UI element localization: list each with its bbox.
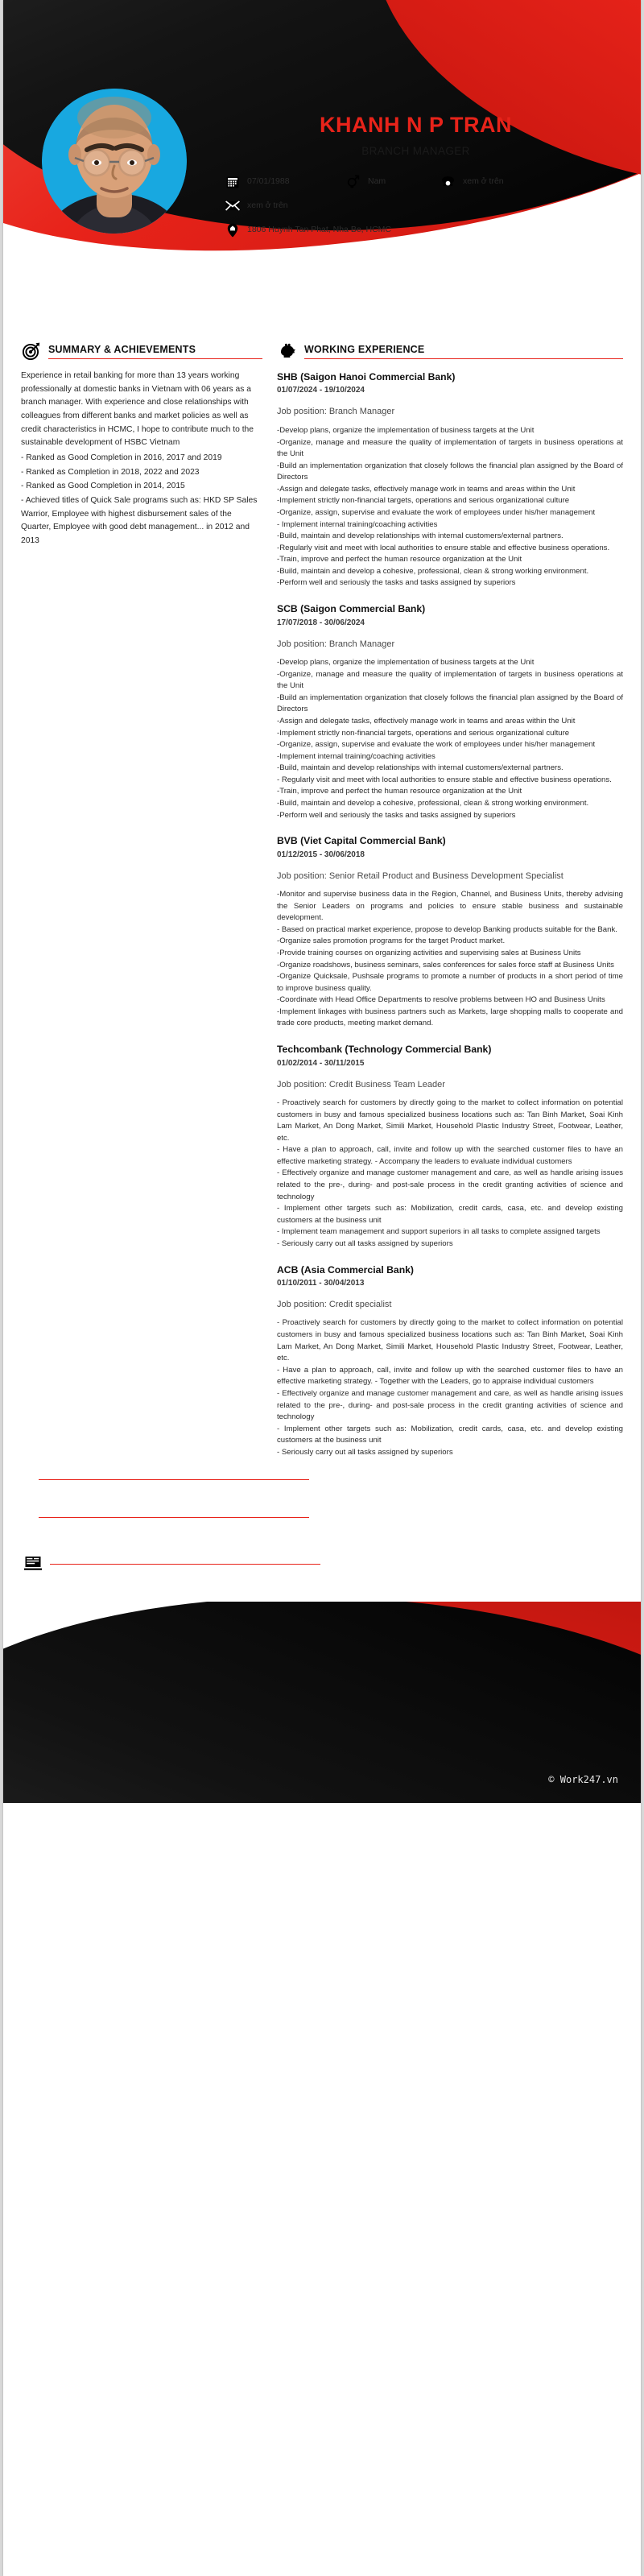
job-duty: - Proactively search for customers by directly going to the market to collect information on potential customers in busy and famous specialized business locations such as: Tan Binh Market, Soai Kinh Lam Market, An Dong Market, Simili Market, Household Plastic Industry Street, Footwear, Leather, etc. — [277, 1318, 623, 1363]
job-position: Job position: Branch Manager — [277, 407, 395, 417]
decorative-black-wave-bottom — [3, 1602, 641, 1803]
job-duties — [277, 425, 623, 589]
job-duties — [277, 1317, 623, 1458]
header-banner — [3, 0, 641, 342]
brain-head-icon — [277, 342, 298, 360]
job-company: SHB (Saigon Hanoi Commercial Bank) — [277, 371, 456, 382]
contact-birthday-value: 07/01/1988 — [247, 176, 290, 187]
job-duty: - Effectively organize and manage customer management and care, as well as handle arising issues related to the pre-, during- and post-sale process in the credit granting activities of science and technology — [277, 1388, 623, 1422]
summary-column — [21, 342, 277, 1458]
job-duty: -Implement strictly non-financial targets, operations and serious organizational culture — [277, 496, 570, 506]
summary-section-header — [21, 342, 262, 360]
job-title: BRANCH MANAGER — [361, 145, 470, 157]
certificate-icon — [21, 1555, 45, 1573]
job-duty: -Organize, assign, supervise and evaluate the work of employees under his/her management — [277, 508, 596, 518]
contact-email — [225, 198, 288, 213]
job-duty: - Seriously carry out all tasks assigned by superiors — [277, 1447, 453, 1457]
job-dates: 01/07/2024 - 19/10/2024 — [277, 386, 365, 395]
job-duty: -Organize, manage and measure the quality of implementation of targets in business operations at the Unit — [277, 669, 623, 691]
avatar — [42, 89, 187, 234]
job-duty: -Build, maintain and develop relationships with internal customers/external partners. — [277, 531, 564, 541]
job-duty: -Monitor and supervise business data in the Region, Channel, and Business Units, thereby advising the Senior Leaders on programs and policies to ensure stable business and sustainable development. — [277, 890, 623, 923]
resume-body — [3, 342, 641, 1458]
contact-address — [225, 222, 391, 238]
contact-gender — [345, 174, 440, 189]
blank-section-2 — [3, 1517, 641, 1518]
job-duty: -Organize, manage and measure the quality of implementation of targets in business operations at the Unit — [277, 437, 623, 459]
jobs-list — [277, 370, 623, 1458]
achievement-item: - Ranked as Completion in 2018, 2022 and 2023 — [21, 467, 200, 477]
blank-section-2-rule — [39, 1517, 309, 1518]
resume-page — [3, 0, 641, 2576]
job-duty: -Coordinate with Head Office Departments to resolve problems between HO and Business Units — [277, 995, 605, 1005]
job-duty: -Perform well and seriously the tasks and tasks assigned by superiors — [277, 578, 516, 588]
envelope-icon — [225, 198, 240, 213]
job-entry — [277, 602, 623, 821]
job-company: BVB (Viet Capital Commercial Bank) — [277, 835, 446, 847]
job-duties — [277, 889, 623, 1030]
contact-phone — [440, 174, 504, 189]
summary-section-title: SUMMARY & ACHIEVEMENTS — [48, 343, 196, 355]
blank-section-1-rule — [39, 1479, 309, 1480]
job-company: SCB (Saigon Commercial Bank) — [277, 603, 426, 615]
experience-column — [277, 342, 623, 1458]
job-duty: -Build an implementation organization that closely follows the financial plan assigned by the Board of Directors — [277, 693, 623, 714]
job-company: ACB (Asia Commercial Bank) — [277, 1263, 414, 1276]
job-duty: -Build, maintain and develop a cohesive, professional, clean & strong working environment. — [277, 566, 589, 576]
contact-gender-value: Nam — [368, 176, 386, 187]
job-duty: -Train, improve and perfect the human resource organization at the Unit — [277, 787, 522, 796]
job-duty: - Implement other targets such as: Mobilization, credit cards, casa, etc. and develop existing customers at the business unit — [277, 1424, 623, 1445]
job-duty: - Effectively organize and manage customer management and care, as well as handle arising issues related to the pre-, during- and post-sale process in the credit granting activities of science and technology — [277, 1168, 623, 1201]
job-duty: -Organize sales promotion programs for the target Product market. — [277, 937, 506, 946]
job-company: Techcombank (Technology Commercial Bank) — [277, 1044, 492, 1056]
gender-icon — [345, 174, 361, 189]
job-duty: -Organize Quicksale, Pushsale programs to promote a number of products in a short period of time to improve business quality. — [277, 972, 623, 993]
footer-banner — [3, 1602, 641, 1803]
job-duty: -Assign and delegate tasks, effectively manage work in teams and areas within the Unit — [277, 484, 576, 494]
job-duty: - Proactively search for customers by directly going to the market to collect information on potential customers in busy and famous specialized business locations such as: Tan Binh Market, Soai Kinh Lam Market, An Dong Market, Simili Market, Household Plastic Industry Street, Footwear, Leather, etc. — [277, 1098, 623, 1143]
job-duty: -Organize, assign, supervise and evaluate the work of employees under his/her management — [277, 740, 596, 750]
phone-icon — [440, 174, 456, 189]
job-entry — [277, 834, 623, 1030]
job-entry — [277, 1043, 623, 1250]
job-duty: -Implement strictly non-financial targets, operations and serious organizational culture — [277, 728, 570, 738]
full-name: KHANH N P TRAN — [319, 113, 512, 137]
job-duties — [277, 1098, 623, 1251]
job-duty: - Have a plan to approach, call, invite and follow up with the searched customer files to have an effective marketing strategy. - Together with the Leaders, go to appraise individual customers — [277, 1365, 623, 1387]
site-credit: © Work247.vn — [548, 1774, 618, 1786]
job-duty: - Based on practical market experience, propose to develop Banking products suitable for the Bank. — [277, 924, 617, 934]
summary-section-rule — [48, 358, 262, 359]
location-pin-icon — [225, 222, 240, 238]
summary-title-box — [42, 344, 262, 359]
contact-block — [208, 174, 623, 238]
job-dates: 01/02/2014 - 30/11/2015 — [277, 1058, 365, 1068]
achievements-list — [21, 452, 262, 548]
job-duty: -Develop plans, organize the implementation of business targets at the Unit — [277, 658, 535, 668]
achievement-item: - Ranked as Good Completion in 2016, 2017 and 2019 — [21, 453, 222, 463]
job-duty: - Seriously carry out all tasks assigned by superiors — [277, 1238, 453, 1248]
job-position: Job position: Branch Manager — [277, 639, 395, 649]
blank-section-3 — [3, 1555, 641, 1573]
job-duty: - Implement internal training/coaching activities — [277, 519, 438, 529]
contact-birthday — [225, 174, 345, 189]
achievement-item: - Ranked as Good Completion in 2014, 2015 — [21, 482, 185, 491]
contact-row-3 — [225, 222, 623, 238]
experience-title-box — [298, 344, 623, 359]
target-icon — [21, 342, 42, 360]
job-entry — [277, 370, 623, 589]
job-duty: -Assign and delegate tasks, effectively manage work in teams and areas within the Unit — [277, 716, 576, 726]
job-dates: 01/10/2011 - 30/04/2013 — [277, 1278, 365, 1288]
job-duty: -Train, improve and perfect the human resource organization at the Unit — [277, 555, 522, 564]
job-duty: -Implement internal training/coaching activities — [277, 751, 436, 761]
contact-address-value: 1806 Huynh Tan Phat, Nha Be, HCMC — [247, 225, 391, 235]
job-duty: -Build, maintain and develop a cohesive, professional, clean & strong working environment. — [277, 798, 589, 808]
job-duties — [277, 657, 623, 821]
job-dates: 01/12/2015 - 30/06/2018 — [277, 850, 365, 859]
contact-phone-value: xem ở trên — [463, 176, 504, 187]
job-position: Job position: Credit specialist — [277, 1299, 392, 1309]
job-duty: -Implement linkages with business partners such as Markets, large shopping malls to cooperate and trade core products, meeting market demand. — [277, 1007, 623, 1028]
contact-email-value: xem ở trên — [247, 201, 288, 211]
job-duty: -Provide training courses on organizing activities and supervising sales at Business Units — [277, 948, 581, 957]
contact-row-2 — [225, 198, 623, 213]
job-duty: - Implement other targets such as: Mobilization, credit cards, casa, etc. and develop existing customers at the business unit — [277, 1204, 623, 1225]
job-duty: -Build, maintain and develop relationships with internal customers/external partners. — [277, 763, 564, 773]
job-duty: - Implement team management and support superiors in all tasks to complete assigned targets — [277, 1227, 601, 1237]
job-dates: 17/07/2018 - 30/06/2024 — [277, 618, 365, 627]
experience-section-header — [277, 342, 623, 360]
experience-section-title: WORKING EXPERIENCE — [304, 343, 425, 355]
experience-section-rule — [304, 358, 623, 359]
job-duty: -Develop plans, organize the implementation of business targets at the Unit — [277, 425, 535, 435]
achievement-item: - Achieved titles of Quick Sale programs such as: HKD SP Sales Warrior, Employee with highest disbursement sales of the Quarter, Employee with good debt management... in 2012 and 2013 — [21, 496, 258, 546]
blank-section-1 — [3, 1479, 641, 1480]
blank-section-3-rule — [50, 1564, 320, 1565]
summary-paragraph: Experience in retail banking for more than 13 years working professionally at domestic banks in Vietnam with 06 years as a branch manager. With experience and close relationships with colleagues from different banks and market policies as well as credit characteristics in HCMC, I hope to contribute much to the sustainable development of HSBC Vietnam — [21, 371, 254, 448]
job-duty: -Perform well and seriously the tasks and tasks assigned by superiors — [277, 810, 516, 820]
calendar-icon — [225, 174, 240, 189]
job-duty: -Regularly visit and meet with local authorities to ensure stable and effective business operations. — [277, 543, 610, 552]
job-position: Job position: Senior Retail Product and Business Development Specialist — [277, 870, 564, 881]
job-entry — [277, 1263, 623, 1459]
job-duty: - Have a plan to approach, call, invite and follow up with the searched customer files to have an effective marketing strategy. - Accompany the leaders to evaluate individual customers — [277, 1145, 623, 1166]
job-duty: - Regularly visit and meet with local authorities to ensure stable and effective business operations. — [277, 775, 612, 784]
job-duty: -Build an implementation organization that closely follows the financial plan assigned by the Board of Directors — [277, 461, 623, 482]
job-duty: -Organize roadshows, business seminars, sales conferences for sales force staff at Business Units — [277, 960, 614, 970]
contact-row-1 — [225, 174, 623, 189]
identity-block — [208, 113, 623, 246]
job-position: Job position: Credit Business Team Leader — [277, 1079, 445, 1090]
